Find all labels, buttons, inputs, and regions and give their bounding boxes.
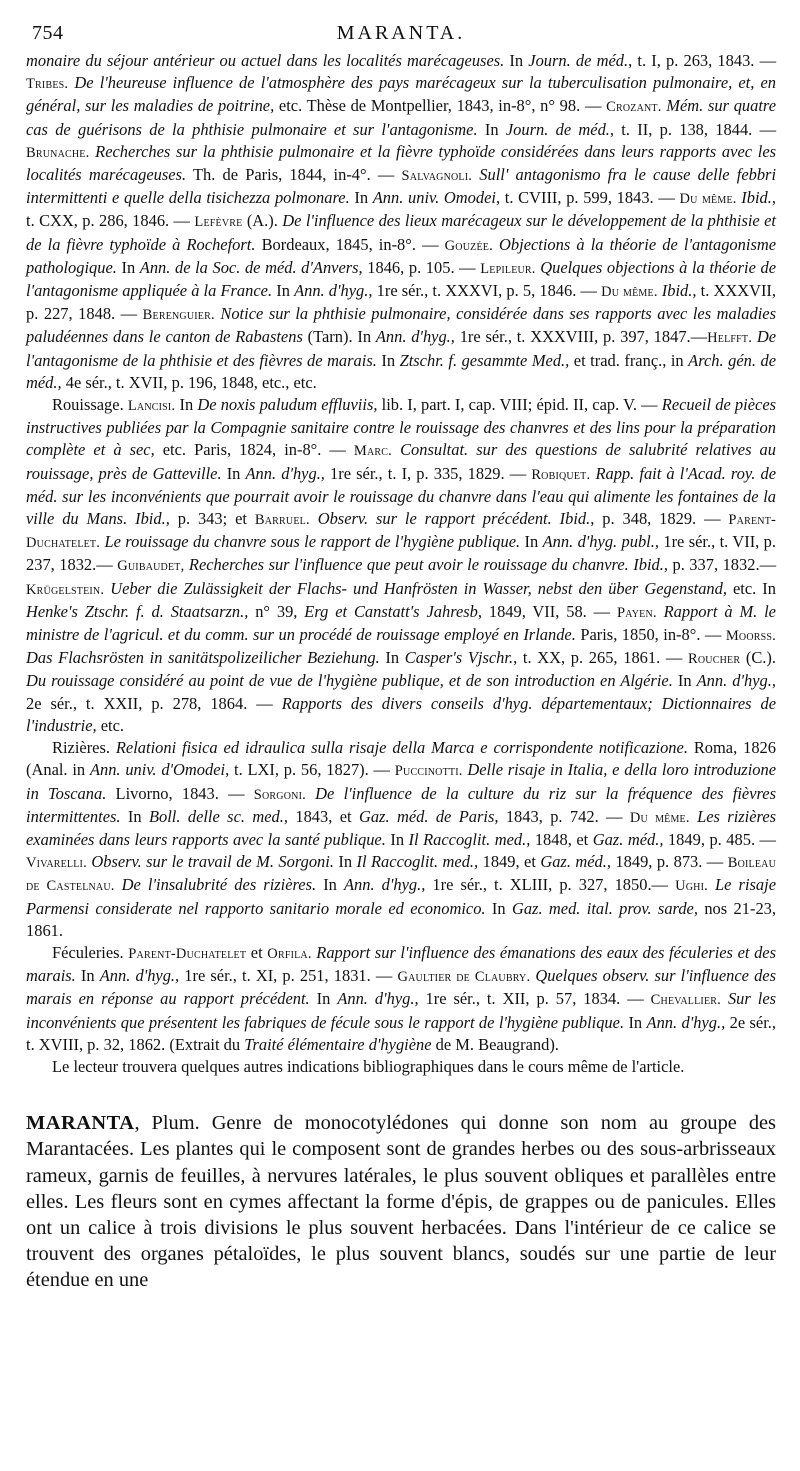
citation-title: monaire du séjour antérieur ou actuel dans les localités marécageuses.: [26, 51, 505, 70]
citation-text: [657, 602, 664, 621]
citation-text: nos 21-23, 1861.: [26, 898, 776, 940]
author-name: Payen.: [616, 604, 657, 621]
citation-title: Ann. d'hyg. publ.,: [542, 532, 659, 552]
citation-text: In: [175, 395, 198, 415]
citation-text: In: [316, 875, 344, 895]
citation-title: Das Flachsrösten in sanitätspolizeilicher Beziehung.: [26, 648, 380, 668]
citation-title: Ibid.,: [135, 509, 170, 529]
citation-title: Gaz. méd.,: [540, 852, 611, 872]
citation-title: Recherches sur l'influence que peut avoir le rouissage du chanvre.: [188, 555, 629, 575]
citation-title: Ueber die Zulässigkeit der Flachs- und Hanfrösten in Wasser, nebst den über Gegenstand,: [110, 578, 727, 598]
citation-text: [708, 875, 715, 894]
citation-title: Rapport sur l'influence des émanations des eaux des féculeries et des marais.: [26, 942, 776, 986]
citation-text: 1re sér., t. VII, p. 237, 1832.—: [26, 532, 776, 575]
citation-title: De l'influence des lieux marécageux sur le développement de la phthisie et de la fièvre typhoïde à Rochefort.: [26, 211, 776, 254]
citation-title: Les rizières examinées dans leurs rapports avec la santé publique.: [26, 806, 777, 849]
article-headword: MARANTA: [26, 1112, 135, 1135]
citation-title: Mém. sur quatre cas de guérisons de la phthisie pulmonaire et sur l'antagonisme.: [26, 96, 777, 139]
author-name: Roucher: [688, 651, 741, 668]
citation-text: In: [221, 463, 246, 483]
citation-text: Paris, 1850, in-8°. —: [575, 625, 726, 645]
citation-text: In: [485, 898, 512, 918]
author-name: Ughi.: [675, 878, 708, 895]
citation-title: De l'heureuse influence de l'atmosphère des pays marécageux sur la tuberculisation pulmonaire, et, en général, sur les maladies de poitrine,: [26, 73, 776, 116]
author-name: Barruel.: [254, 512, 310, 529]
citation-title: Ibid.,: [661, 281, 697, 301]
citation-text: 1re sér., t. XLIII, p. 327, 1850.—: [425, 875, 676, 895]
document-page: [26, 14, 776, 1464]
citation-title: Henke's Ztschr. f. d. Staatsarzn.,: [26, 601, 249, 621]
citation-text: In: [379, 648, 405, 668]
article-paragraph: [26, 1110, 776, 1293]
bibliography-paragraph: [26, 394, 776, 737]
citation-title: Arch. gén. de méd.,: [26, 350, 776, 392]
citation-title: Ann. de la Soc. de méd. d'Anvers,: [139, 257, 363, 277]
citation-text: In: [376, 350, 400, 370]
citation-title: Observ. sur le rapport précédent.: [317, 509, 552, 529]
citation-text: t. LXI, p. 56, 1827). —: [229, 760, 395, 780]
citation-text: [115, 875, 122, 894]
citation-text: etc.: [96, 715, 125, 735]
citation-title: Sur les inconvénients que présentent les fabriques de fécule sous le rapport de l'hygiène publique.: [26, 989, 777, 1032]
citation-title: Ann. d'hyg.,: [337, 989, 419, 1009]
citation-title: Rapp. fait à l'Acad. roy. de méd. sur les inconvénients que pourrait avoir le rouissage du chanvre dans l'eau qui alimente les fontaines de la ville du Mans.: [26, 463, 777, 529]
citation-text: In: [349, 188, 373, 208]
citation-text: [721, 989, 728, 1008]
citation-title: De l'insalubrité des rizières.: [121, 875, 317, 895]
bibliography-paragraph: [26, 737, 776, 942]
author-name: Parent-Duchatelet.: [26, 512, 777, 552]
author-name: Moorss.: [725, 628, 776, 645]
citation-text: 1848, et: [530, 829, 593, 849]
citation-text: Le lecteur trouvera quelques autres indications bibliographiques dans le cours même de l'article.: [52, 1056, 685, 1076]
author-name: Brunache.: [26, 144, 90, 161]
author-name: Du même.: [629, 809, 690, 826]
citation-text: In: [272, 281, 295, 301]
citation-title: Ann. univ. d'Omodei,: [89, 760, 230, 780]
author-name: Gaultier de Claubry.: [397, 969, 531, 986]
citation-title: Il Raccoglit. med.,: [408, 829, 531, 849]
author-name: Puccinotti.: [394, 763, 463, 780]
citation-title: Gaz. méd. de Paris,: [358, 806, 499, 826]
bibliography-continuation: [26, 50, 776, 394]
citation-title: Consultat. sur des questions de salubrité relatives au rouissage, près de Gatteville.: [26, 440, 776, 483]
citation-title: Du rouissage considéré au point de vue de l'hygiène publique, et de son introduction en Algérie.: [26, 671, 673, 691]
author-name: Chevallier.: [650, 992, 721, 1009]
citation-text: [310, 509, 318, 528]
citation-text: et trad. franç., in: [569, 350, 689, 370]
citation-text: [127, 509, 135, 528]
citation-text: 1re sér., t. XI, p. 251, 1831. —: [179, 966, 398, 986]
author-name: Tribes.: [26, 76, 69, 93]
citation-title: Rapports des divers conseils d'hyg. départementaux; Dictionnaires de l'industrie,: [26, 693, 776, 735]
citation-text: Féculeries.: [52, 942, 129, 962]
author-name: Lancisi.: [127, 398, 176, 415]
author-name: Vivarelli.: [26, 855, 87, 872]
article-authority: , Plum.: [134, 1112, 200, 1135]
citation-text: 1re sér., t. XXXVI, p. 5, 1846. —: [372, 281, 602, 301]
citation-title: Recherches sur la phthisie pulmonaire et la fièvre typhoïde considérées dans leurs rapports avec les localités marécageuses.: [26, 141, 777, 185]
author-name: Gouzée.: [444, 237, 493, 254]
citation-text: etc. Paris, 1824, in-8°. —: [154, 440, 354, 460]
citation-title: De noxis paludum effluviis,: [197, 395, 378, 415]
citation-text: n° 39,: [248, 601, 305, 621]
citation-text: , t. II, p. 138, 1844. —: [609, 119, 777, 139]
citation-text: de M. Beaugrand).: [431, 1034, 559, 1054]
author-name: Boileau de Castelnau.: [26, 855, 776, 895]
author-name: Lepileur.: [480, 260, 536, 277]
citation-text: et: [246, 942, 268, 962]
citation-title: Ibid.,: [633, 555, 668, 575]
citation-text: t. XXXVII, p. 227, 1848. —: [26, 281, 777, 324]
citation-title: Relationi fisica ed idraulica sulla risaje della Marca e corrispondente notificazione.: [115, 738, 688, 758]
citation-text: [392, 440, 400, 459]
citation-text: 1846, p. 105. —: [362, 257, 481, 277]
citation-title: De l'influence de la culture du riz sur la fréquence des fièvres intermittentes.: [26, 783, 776, 826]
citation-text: In: [504, 51, 529, 70]
running-head: [26, 14, 776, 50]
bibliography-paragraph: [26, 942, 776, 1056]
citation-text: etc. Thèse de Montpellier, 1843, in-8°, n° 98. —: [274, 96, 607, 116]
citation-text: Livorno, 1843. —: [106, 783, 254, 803]
citation-title: Notice sur la phthisie pulmonaire, considérée dans ses rapports avec les maladies paludéennes dans le canton de Rabastens: [26, 304, 776, 347]
citation-text: etc. In: [726, 578, 776, 598]
citation-text: In: [116, 257, 140, 277]
citation-text: lib. I, part. I, cap. VIII; épid. II, cap. V. —: [377, 395, 662, 415]
author-name: Berenguier.: [142, 307, 215, 324]
citation-title: Il Raccoglit. med.,: [356, 852, 479, 872]
citation-title: Ann. d'hyg.,: [375, 327, 455, 347]
citation-text: In: [477, 119, 506, 139]
author-name: Crozant.: [606, 99, 662, 116]
author-name: Marc.: [353, 443, 393, 460]
citation-title: Quelques objections à la théorie de l'antagonisme appliquée à la France.: [26, 257, 777, 301]
citation-text: 1843, p. 742. —: [498, 806, 630, 826]
citation-text: [690, 807, 697, 826]
citation-text: 4e sér., t. XVII, p. 196, 1848, etc., etc.: [61, 372, 317, 392]
citation-title: Journ. de méd.: [528, 51, 629, 70]
citation-title: Ann. d'hyg.,: [646, 1012, 726, 1032]
citation-text: In: [333, 852, 357, 872]
citation-title: Objections à la théorie de l'antagonisme pathologique.: [26, 234, 777, 277]
citation-text: 1re sér., t. XII, p. 57, 1834. —: [418, 989, 651, 1009]
citation-text: t. XX, p. 265, 1861. —: [517, 648, 688, 668]
citation-title: Gaz. med. ital. prov. sarde,: [511, 898, 698, 918]
citation-text: (C.).: [740, 648, 776, 668]
citation-text: t. CVIII, p. 599, 1843. —: [500, 188, 680, 208]
citation-title: Quelques observ. sur l'influence des marais en réponse au rapport précédent.: [26, 966, 776, 1009]
citation-text: [552, 509, 560, 528]
citation-title: Sull' antagonismo fra le cause delle febbri intermittenti e quelle della tisichezza polmonare.: [26, 165, 777, 208]
citation-text: 2e sér., t. XXII, p. 278, 1864. —: [26, 693, 282, 713]
citation-title: Casper's Vjschr.,: [404, 648, 518, 668]
citation-text: 1re sér., t. I, p. 335, 1829. —: [324, 463, 532, 483]
author-name: Salvagnoli.: [401, 168, 473, 185]
citation-title: Ann. d'hyg.,: [696, 671, 776, 691]
citation-text: 1849, p. 873. —: [610, 852, 728, 872]
citation-text: 2e sér., t. XVIII, p. 32, 1862. (Extrait du: [26, 1012, 776, 1054]
citation-title: De l'antagonisme de la phthisie et des fièvres de marais.: [26, 327, 777, 370]
citation-title: Le risaje Parmensi considerate nel rapporto sanitario morale ed economico.: [26, 875, 776, 918]
citation-text: p. 348, 1829. —: [594, 509, 729, 529]
citation-title: Ztschr. f. gesammte Med.,: [399, 350, 570, 370]
citation-title: Observ. sur le travail de M. Sorgoni.: [91, 852, 334, 872]
citation-title: Erg et Canstatt's Jahresb: [304, 601, 478, 621]
citation-title: Boll. delle sc. med.,: [148, 806, 288, 826]
citation-text: , t. I, p. 263, 1843. —: [628, 51, 777, 70]
author-name: Sorgoni.: [253, 786, 306, 803]
citation-title: Ann. d'hyg.,: [343, 875, 426, 895]
section-spacer: [26, 1078, 776, 1110]
author-name: Parent-Duchatelet: [128, 945, 247, 962]
citation-text: p. 337, 1832.—: [667, 555, 777, 575]
citation-text: 1843, et: [287, 806, 359, 826]
citation-text: Bordeaux, 1845, in-8°. —: [255, 234, 445, 254]
citation-title: Delle risaje in Italia, e della loro introduzione in Toscana.: [26, 760, 777, 803]
citation-text: 1849, p. 485. —: [663, 829, 776, 849]
author-name: Robiquet.: [531, 466, 591, 483]
citation-text: (A.).: [242, 211, 283, 231]
author-name: Orfila.: [267, 945, 312, 962]
citation-title: Le rouissage du chanvre sous le rapport de l'hygiène publique.: [104, 532, 521, 552]
author-name: Du même.: [601, 284, 658, 301]
citation-title: Traité élémentaire d'hygiène: [244, 1034, 432, 1054]
citation-text: Roma, 1826 (Anal. in: [26, 738, 776, 780]
citation-text: t. CXX, p. 286, 1846. —: [26, 211, 195, 231]
citation-text: Rizières.: [52, 738, 116, 758]
citation-text: , 1849, VII, 58. —: [477, 601, 617, 621]
citation-title: Ann. d'hyg.,: [245, 463, 325, 483]
citation-text: In: [624, 1012, 647, 1032]
citation-text: Th. de Paris, 1844, in-4°. —: [186, 165, 402, 185]
citation-title: Ann. d'hyg.,: [294, 281, 373, 301]
author-name: Krügelstein.: [26, 581, 105, 598]
citation-title: Journ. de méd.: [505, 119, 610, 139]
citation-title: Ibid.,: [559, 509, 595, 529]
citation-title: Recueil de pièces instructives publiées par la Compagnie sanitaire contre le rouissage des chanvres et des lins pour la préparation complète et à sec,: [26, 395, 777, 460]
citation-text: In: [309, 989, 338, 1009]
citation-text: In: [385, 829, 409, 849]
citation-title: Gaz. méd.,: [592, 829, 664, 849]
citation-title: Ann. univ. Omodei,: [372, 188, 501, 208]
citation-title: Ibid.,: [741, 188, 776, 208]
author-name: Du même.: [679, 191, 737, 208]
citation-title: Ann. d'hyg.,: [99, 966, 180, 986]
bibliography-section: [26, 50, 776, 1078]
citation-text: Rouissage.: [52, 395, 128, 415]
citation-text: [306, 784, 315, 803]
author-name: Guibaudet,: [117, 558, 185, 575]
citation-text: In: [120, 806, 149, 826]
citation-title: Rapport à M. le ministre de l'agricul. et du comm. sur un procédé de rouissage employé en Irlande.: [26, 601, 776, 645]
bibliography-paragraph: [26, 1056, 776, 1078]
citation-text: In: [672, 671, 697, 691]
citation-text: In: [75, 966, 100, 986]
author-name: Lefèvre: [194, 214, 243, 231]
citation-text: p. 343; et: [169, 509, 255, 529]
citation-text: (Tarn). In: [302, 327, 376, 347]
page-number: 754: [32, 22, 64, 44]
citation-text: In: [520, 532, 543, 552]
article-text: Genre de monocotylédones qui donne son nom au groupe des Marantacées. Les plantes qui le composent sont de grandes herbes ou des sous-arbrisseaux rameux, garnis de feuilles, à nervures latérales, le plus souvent obliques et parallèles entre elles. Les fleurs sont en cymes affectant la forme d'épis, de grappes ou de panicules. Elles ont un calice à trois divisions le plus souvent herbacées. Dans l'intérieur de ce calice se trouvent des organes pétaloïdes, le plus souvent blancs, soudés sur une partie de leur étendue en une: [26, 1112, 776, 1292]
running-title: MARANTA.: [336, 22, 466, 44]
citation-text: 1849, et: [478, 852, 541, 872]
citation-text: 1re sér., t. XXXVIII, p. 397, 1847.—: [454, 327, 708, 347]
author-name: Helfft.: [707, 330, 753, 347]
